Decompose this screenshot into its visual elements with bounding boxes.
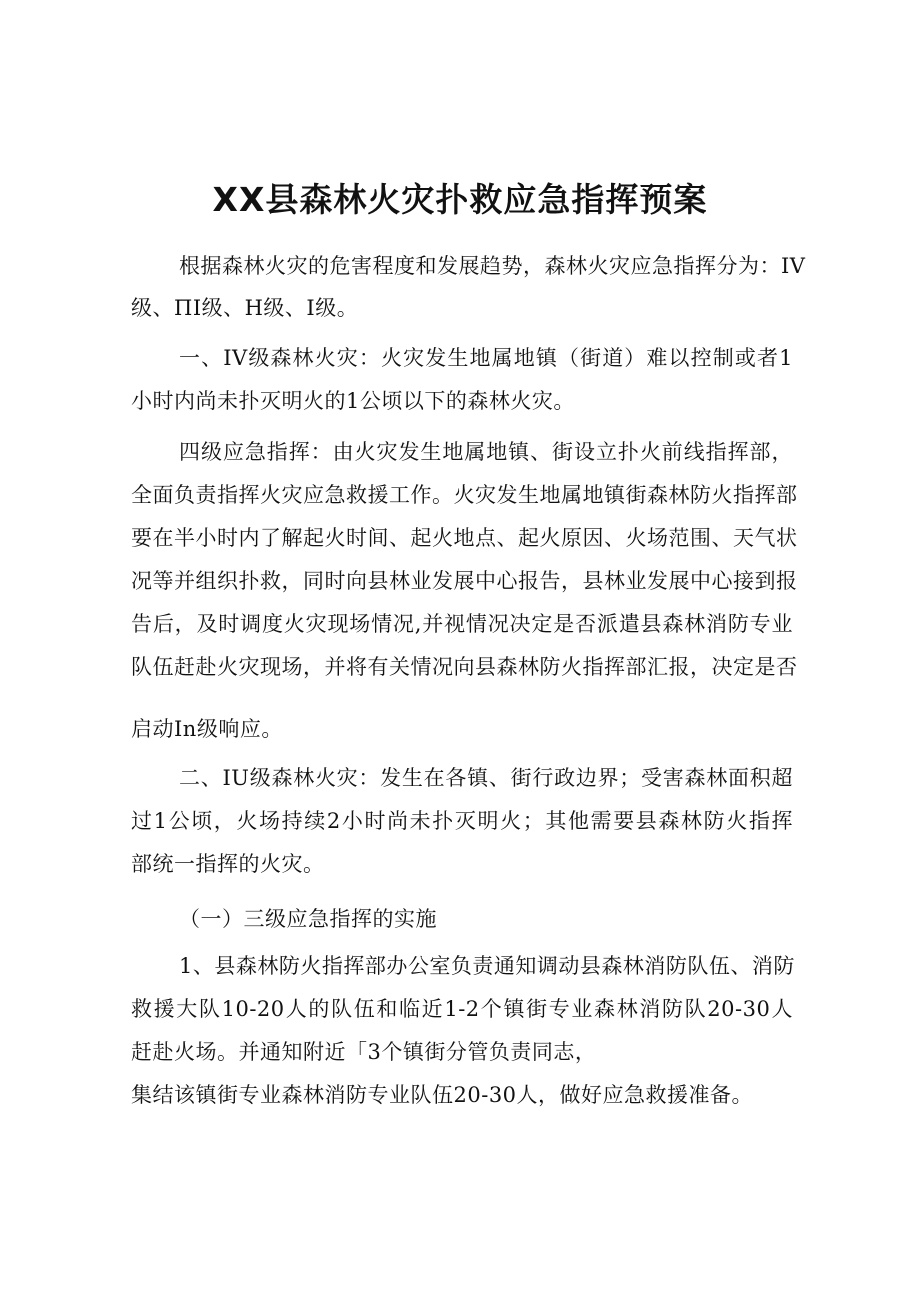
paragraph-line: 1、县森林防火指挥部办公室负责通知调动县森林消防队伍、消防: [179, 954, 795, 978]
section-heading: （一）三级应急指挥的实施: [179, 907, 437, 931]
paragraph-line: 集结该镇街专业森林消防专业队伍20-30人，做好应急救援准备。: [131, 1083, 754, 1107]
paragraph-line: 救援大队10-20人的队伍和临近1-2个镇街专业森林消防队20-30人: [131, 997, 793, 1021]
paragraph-line: 小时内尚未扑灭明火的1公顷以下的森林火灾。: [131, 389, 575, 413]
paragraph-line: 要在半小时内了解起火时间、起火地点、起火原因、火场范围、天气状: [131, 526, 798, 550]
paragraph-line: 告后，及时调度火灾现场情况,并视情况决定是否派遣县森林消防专业: [131, 612, 793, 636]
paragraph-line: 赶赴火场。并通知附近「3个镇街分管负责同志，: [131, 1040, 597, 1064]
paragraph-line: 级、ΠΙ级、Η级、Ι级。: [131, 296, 359, 320]
paragraph-line: 部统一指挥的火灾。: [131, 852, 325, 876]
document-title: XX县森林火灾扑救应急指挥预案: [212, 180, 708, 219]
paragraph-line: 根据森林火灾的危害程度和发展趋势，森林火灾应急指挥分为：IV: [179, 254, 806, 278]
paragraph-line: 四级应急指挥：由火灾发生地属地镇、街设立扑火前线指挥部，: [179, 440, 793, 464]
paragraph-line: 二、IU级森林火灾：发生在各镇、街行政边界；受害森林面积超: [179, 766, 793, 790]
paragraph-line: 启动In级响应。: [131, 717, 283, 741]
paragraph-line: 过1公顷，火场持续2小时尚未扑灭明火；其他需要县森林防火指挥: [131, 809, 793, 833]
paragraph-line: 一、IV级森林火灾：火灾发生地属地镇（街道）难以控制或者1: [179, 346, 793, 370]
paragraph-line: 况等并组织扑救，同时向县林业发展中心报告，县林业发展中心接到报: [131, 569, 798, 593]
paragraph-line: 全面负责指挥火灾应急救援工作。火灾发生地属地镇街森林防火指挥部: [131, 483, 798, 507]
paragraph-line: 队伍赶赴火灾现场，并将有关情况向县森林防火指挥部汇报，决定是否: [131, 655, 798, 679]
